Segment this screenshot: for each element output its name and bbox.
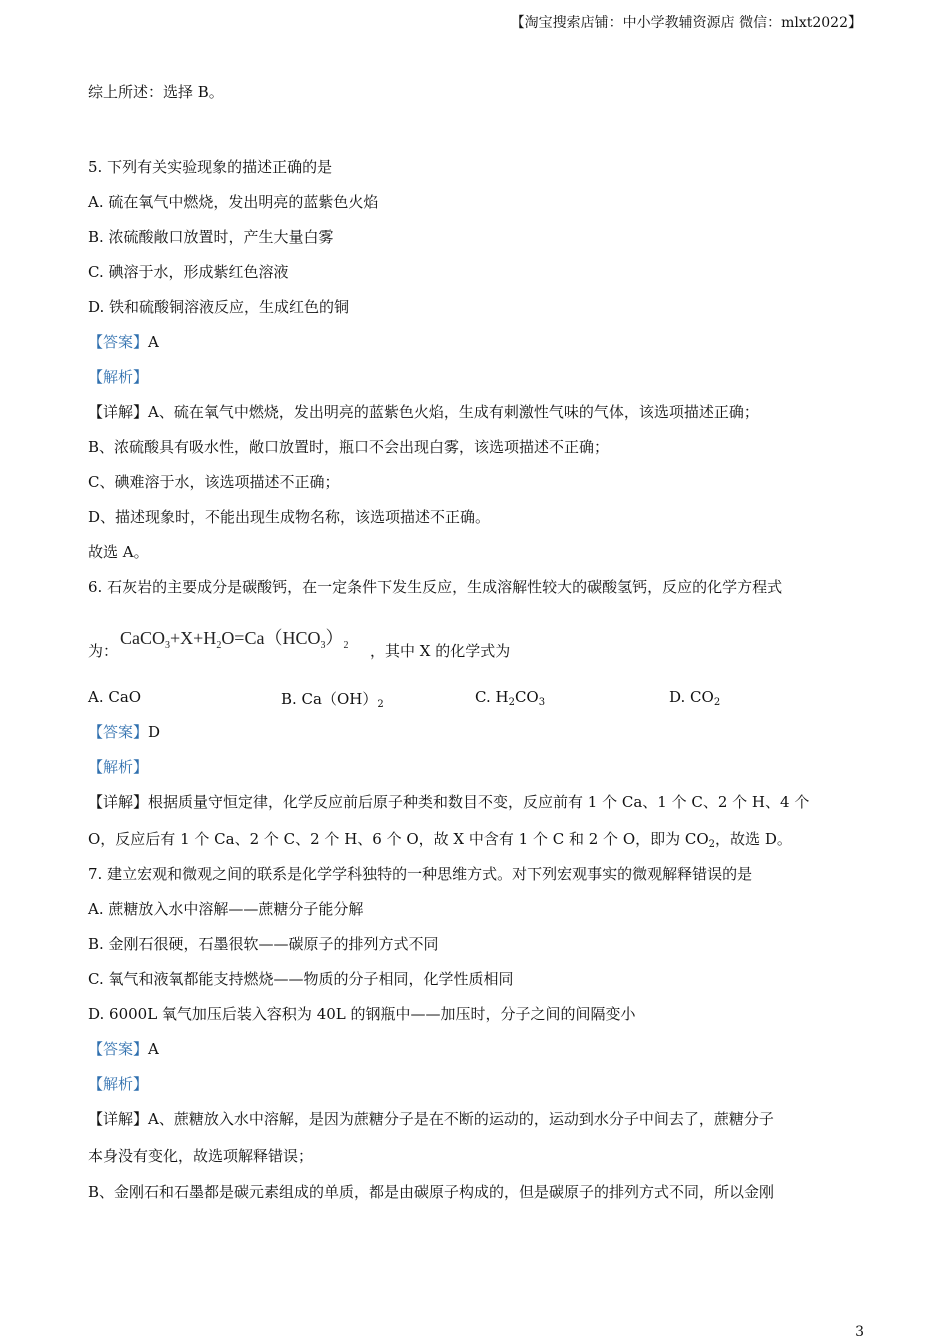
q6-option-d: D. $CO_2$ [669, 688, 721, 708]
q6-option-c: C. $H_2CO_3$ [475, 688, 546, 708]
detail-text: A、硫在氧气中燃烧，发出明亮的蓝紫色火焰，生成有刺激性气味的气体，该选项描述正确； [148, 403, 759, 421]
q6-answer [88, 722, 160, 742]
q7-option-d: D. 6000L 氧气加压后装入容积为 40L 的钢瓶中——加压时，分子之间的间隔变小 [88, 1005, 636, 1023]
q5-question: 5. 下列有关实验现象的描述正确的是 [88, 158, 333, 176]
q5-detail-1 [88, 402, 759, 422]
q6-question: 6. 石灰岩的主要成分是碳酸钙，在一定条件下发生反应，生成溶解性较大的碳酸氢钙，反应的化学方程式 [88, 578, 783, 596]
q7-detail-1 [88, 1109, 774, 1129]
q7-detail-3: B、金刚石和石墨都是碳元素组成的单质，都是由碳原子构成的，但是碳原子的排列方式不同，所以金刚 [88, 1183, 775, 1201]
detail-tag: 【详解】 [88, 403, 149, 421]
chemical-equation: $CaCO_3+X+H_2O=Ca(HCO_3)_2$ [120, 628, 349, 651]
q7-option-b: B. 金刚石很硬，石墨很软——碳原子的排列方式不同 [88, 935, 439, 953]
page-number: 3 [855, 1324, 864, 1340]
detail-tag: 【详解】 [88, 793, 149, 811]
detail-text: A、蔗糖放入水中溶解，是因为蔗糖分子是在不断的运动的，运动到水分子中间去了，蔗糖分子 [148, 1110, 774, 1128]
answer-tag: 【答案】 [88, 333, 149, 351]
q7-detail-2: 本身没有变化，故选项解释错误； [88, 1147, 314, 1165]
q5-detail-3: C、碘难溶于水，该选项描述不正确； [88, 473, 340, 491]
q5-option-b: B. 浓硫酸敞口放置时，产生大量白雾 [88, 228, 334, 246]
page-header: 【淘宝搜索店铺：中小学教辅资源店 微信：mlxt2022】 [510, 15, 862, 31]
q5-detail-2: B、浓硫酸具有吸水性，敞口放置时，瓶口不会出现白雾，该选项描述不正确； [88, 438, 610, 456]
summary-line: 综上所述：选择 B。 [88, 83, 224, 101]
detail-text: 根据质量守恒定律，化学反应前后原子种类和数目不变，反应前有 1 个 Ca、1 个 C、2 个 H、4 个 [148, 793, 810, 811]
q5-answer [88, 332, 159, 352]
q5-option-a: A. 硫在氧气中燃烧，发出明亮的蓝紫色火焰 [88, 193, 379, 211]
q7-option-c: C. 氧气和液氧都能支持燃烧——物质的分子相同，化学性质相同 [88, 970, 514, 988]
q6-option-b: B. $Ca(OH)_2$ [281, 690, 384, 710]
q7-option-a: A. 蔗糖放入水中溶解——蔗糖分子能分解 [88, 900, 364, 918]
q7-answer [88, 1039, 159, 1059]
q6-formula-line [88, 624, 868, 664]
q5-analysis-tag: 【解析】 [88, 368, 149, 386]
formula-suffix: ，其中 X 的化学式为 [370, 642, 511, 660]
q5-option-c: C. 碘溶于水，形成紫红色溶液 [88, 263, 289, 281]
q6-options [88, 688, 868, 708]
formula-prefix: 为： [88, 642, 119, 660]
answer-value: A [148, 1040, 159, 1058]
q5-detail-4: D、描述现象时，不能出现生成物名称，该选项描述不正确。 [88, 508, 491, 526]
q7-question: 7. 建立宏观和微观之间的联系是化学学科独特的一种思维方式。对下列宏观事实的微观解释错误的是 [88, 865, 753, 883]
answer-value: D [148, 723, 161, 741]
q6-option-a: A. CaO [88, 688, 142, 706]
detail-tag: 【详解】 [88, 1110, 149, 1128]
answer-tag: 【答案】 [88, 1040, 149, 1058]
q6-detail-2: O，反应后有 1 个 Ca、2 个 C、2 个 H、6 个 O，故 X 中含有 1 个 C 和 2 个 O，即为 $CO_2$，故选 D。 [88, 830, 792, 850]
q6-analysis-tag: 【解析】 [88, 758, 149, 776]
q7-analysis-tag: 【解析】 [88, 1075, 149, 1093]
q5-option-d: D. 铁和硫酸铜溶液反应，生成红色的铜 [88, 298, 350, 316]
q6-detail-1 [88, 792, 809, 812]
answer-tag: 【答案】 [88, 723, 149, 741]
q5-conclusion: 故选 A。 [88, 543, 149, 561]
answer-value: A [148, 333, 159, 351]
